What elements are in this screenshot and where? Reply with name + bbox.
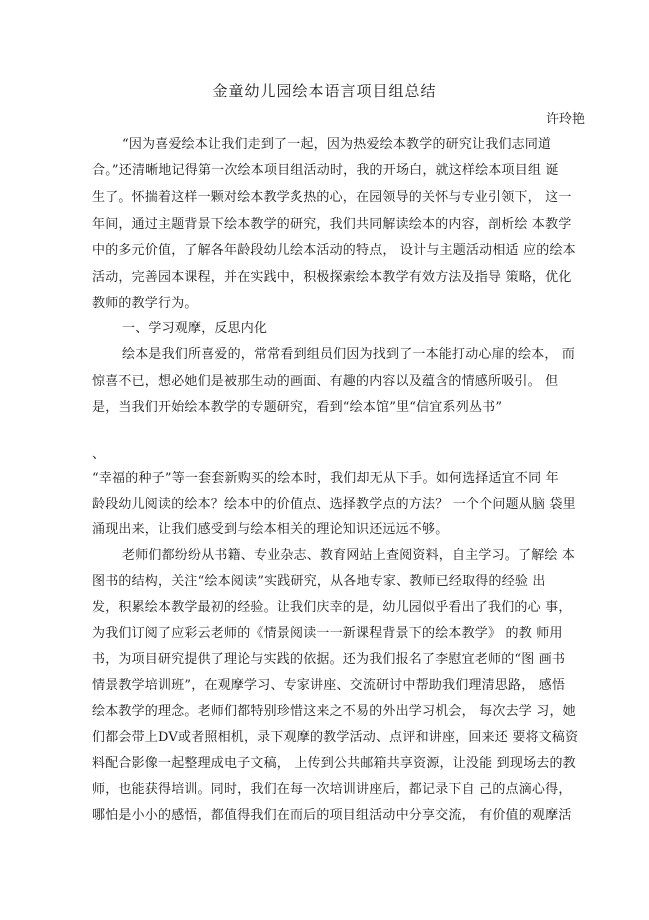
text-line: 情景教学培训班”，在观摩学习、专家讲座、交流研讨中帮助我们理清思路， 感悟 (92, 678, 566, 693)
text-line: 是，当我们开始绘本教学的专题研究，看到“绘本馆”里“信宜系列丛书” (92, 400, 503, 415)
text-line: “幸福的种子”等一套套新购买的绘本时，我们却无从下手。如何选择适宜不同 年 (92, 471, 559, 486)
text-line: 教师的教学行为。 (92, 296, 198, 311)
text-line: 生了。怀揣着这样一颗对绘本教学炙热的心，在园领导的关怀与专业引领下， 这一 (92, 190, 572, 205)
document-title: 金童幼儿园绘本语言项目组总结 (212, 82, 437, 100)
text-line: 活动，完善园本课程，并在实践中，积极探索绘本教学有效方法及指导 策略，优化 (92, 270, 572, 285)
text-line: 书，为项目研究提供了理论与实践的依据。还为我们报名了李慰宜老师的“图 画书 (92, 652, 566, 667)
text-line: 中的多元价值，了解各年龄段幼儿绘本活动的特点， 设计与主题活动相适 应的绘本 (92, 243, 576, 258)
text-line: 料配合影像一起整理成电子文稿， 上传到公共邮箱共享资源，让没能 到现场去的教 (92, 756, 576, 771)
text-line: 哪怕是小小的感悟，都值得我们在而后的项目组活动中分享交流， 有价值的观摩活 (92, 808, 572, 823)
text-line: 发，积累绘本教学最初的经验。让我们庆幸的是，幼儿园似乎看出了我们的心 事， (92, 600, 572, 615)
section-heading: 一、学习观摩，反思内化 (122, 321, 268, 336)
text-line: 年间，通过主题背景下绘本教学的研究，我们共同解读绘本的内容，剖析绘 本教学 (92, 217, 572, 232)
text-line: 涌现出来，让我们感受到与绘本相关的理论知识还远远不够。 (92, 522, 449, 537)
text-line: 图书的结构，关注“绘本阅读”实践研究，从各地专家、教师已经取得的经验 出 (92, 574, 546, 589)
text-line: 惊喜不已，想必她们是被那生动的画面、有趣的内容以及蕴含的情感所吸引。 但 (92, 374, 559, 389)
stray-mark: 、 (92, 447, 106, 462)
text-line: 师，也能获得培训。同时，我们在每一次培训讲座后，都记录下自 己的点滴心得， (92, 782, 572, 797)
text-line: 合。”还清晰地记得第一次绘本项目组活动时，我的开场白，就这样绘本项目组 诞 (92, 163, 559, 178)
document-author: 许玲艳 (545, 112, 585, 127)
text-line: 龄段幼儿阅读的绘本？绘本中的价值点、选择教学点的方法？ 一个个问题从脑 袋里 (92, 497, 576, 512)
text-line: 老师们都纷纷从书籍、专业杂志、教育网站上查阅资料，自主学习。了解绘 本 (122, 548, 576, 563)
text-line: “因为喜爱绘本让我们走到了一起，因为热爱绘本教学的研究让我们志同道 (122, 137, 552, 152)
text-line: 为我们订阅了应彩云老师的《情景阅读一一新课程背景下的绘本教学》 的教 师用 (92, 626, 563, 641)
text-line: 绘本是我们所喜爱的，常常看到组员们因为找到了一本能打动心扉的绘本， 而 (122, 347, 576, 362)
text-line: 绘本教学的理念。老师们都特别珍惜这来之不易的外出学习机会， 每次去学 习，她 (92, 704, 576, 719)
text-line: 们都会带上DV或者照相机，录下观摩的教学活动、点评和讲座，回来还 要将文稿资 (92, 730, 579, 745)
